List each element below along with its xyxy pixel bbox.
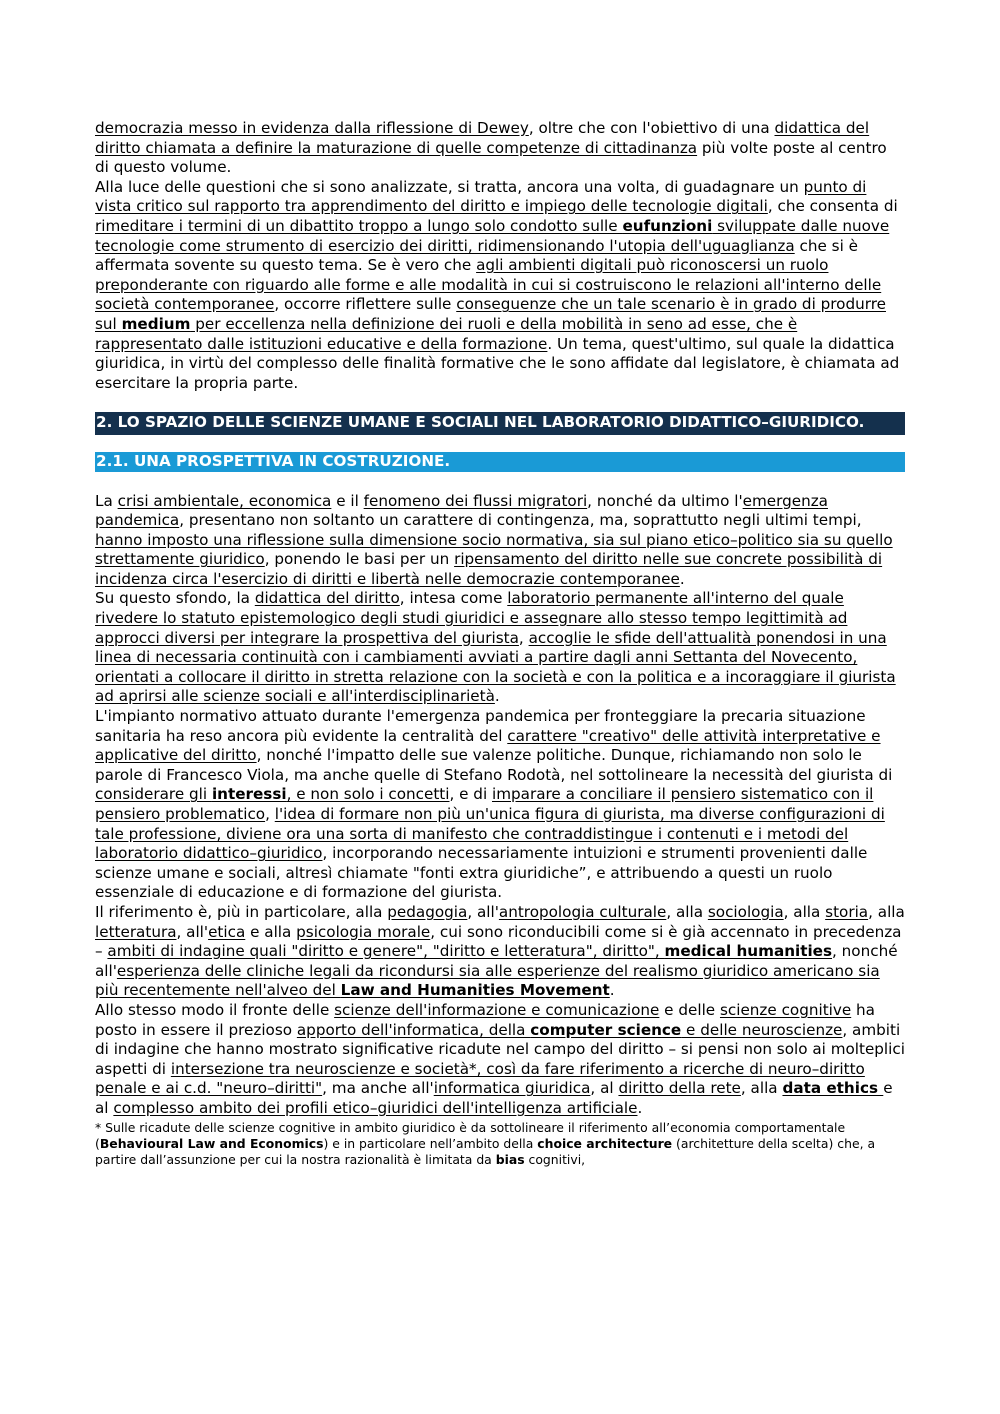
text-run: apporto dell'informatica, della: [296, 1020, 531, 1039]
text-run: accoglie le sfide dell'attualità ponendosi in una linea di necessaria continuità con i cambiamenti avviati a partire dagli anni Settanta del Novecento, orientati a collocare il diritto in stretta relazione con la società e con la politica e a incoraggiare il giurista ad aprirsi alle scienze sociali e all'interdisciplinarietà: [95, 628, 896, 706]
text-run: considerare gli: [95, 785, 212, 804]
text-run: , alla: [666, 902, 708, 921]
text-run: e alla: [245, 922, 297, 941]
text-run: psicologia morale: [296, 922, 431, 941]
text-run: conseguenze che un tale scenario è in grado di produrre sul: [95, 295, 886, 333]
text-run: intersezione tra neuroscienze e società*, così da fare riferimento a ricerche di neuro–diritto penale e ai c.d. "neuro–diritti": [95, 1059, 865, 1098]
text-run: , e non solo i concetti: [286, 785, 450, 804]
text-run: Il riferimento è, più in particolare, alla: [95, 902, 388, 921]
text-run: antropologia culturale: [498, 902, 667, 921]
text-run: , alla: [783, 902, 826, 921]
text-run: crisi ambientale, economica: [117, 491, 332, 510]
text-run: imparare a conciliare il pensiero sistematico con il pensiero problematico: [95, 785, 874, 823]
text-run: , cui sono riconducibili come si è già accennato in precedenza –: [95, 922, 902, 961]
text-run: medical humanities: [664, 942, 833, 961]
text-run: e delle: [659, 1000, 720, 1019]
text-run: , all': [467, 902, 499, 921]
text-run: , occorre riflettere sulle: [274, 295, 457, 314]
text-run: hanno imposto una riflessione sulla dimensione socio normativa, sia sul piano etico–politico sia su quello strettamente giuridico: [95, 530, 893, 569]
text-run: , oltre che con l'obiettivo di una: [528, 119, 775, 137]
text-run: esperienza delle cliniche legali da ricondursi sia alle esperienze del realismo giuridico americano sia più recentemente nell'alveo del: [95, 961, 880, 1000]
text-run: .: [494, 687, 500, 706]
text-run: (architetture della scelta) che, a partire dall’assunzione per cui la nostra razionalità è limitata da: [95, 1135, 876, 1167]
text-run: che si è affermata sovente su questo tema. Se è vero che: [95, 236, 858, 275]
text-run: , intesa come: [399, 589, 508, 608]
text-run: choice architecture: [537, 1135, 673, 1151]
text-run: , ambiti di indagine che hanno mostrato significative ricadute nel campo del diritto – si pensi non solo ai molteplici aspetti di: [95, 1020, 905, 1078]
text-run: .: [679, 569, 685, 588]
text-run: complesso ambito dei profili etico–giuridici dell'intelligenza artificiale: [113, 1098, 638, 1117]
paragraph: [95, 119, 905, 178]
text-run: .: [637, 1098, 643, 1117]
paragraph: [95, 707, 905, 903]
text-run: , al: [590, 1079, 619, 1098]
text-run: ha posto in essere il prezioso: [95, 1000, 875, 1039]
text-run: interessi: [211, 785, 287, 804]
text-run: e al: [95, 1079, 893, 1117]
text-run: , alla: [868, 902, 905, 921]
text-run: didattica del diritto: [254, 589, 400, 608]
text-run: , incorporando necessariamente intuizioni e strumenti provenienti dalle scienze umane e sociali, altresì chiamate "fonti extra giuridiche”, e attribuendo a questi un ruolo essenziale di educazione e di formazione del giurista.: [95, 844, 868, 902]
text-run: per eccellenza nella definizione dei ruoli e della mobilità in seno ad esse, che è rappresentato dalle istituzioni educative e della formazione: [95, 314, 798, 353]
paragraph: [95, 589, 905, 707]
text-run: * Sulle ricadute delle scienze cognitive in ambito giuridico è da sottolineare il riferimento all’economia comportamentale (: [95, 1119, 846, 1151]
text-run: diritto della rete: [618, 1079, 741, 1098]
text-run: Behavioural Law and Economics: [99, 1135, 324, 1151]
text-run: e delle neuroscienze: [681, 1020, 843, 1039]
text-run: , presentano non soltanto un carattere di contingenza, ma, soprattutto negli ultimi tempi,: [179, 511, 862, 530]
text-run: Allo stesso modo il fronte delle: [95, 1000, 335, 1019]
text-run: pedagogia: [387, 902, 468, 921]
subsection-heading: 2.1. UNA PROSPETTIVA IN COSTRUZIONE.: [95, 452, 905, 472]
text-run: fenomeno dei flussi migratori: [363, 491, 588, 510]
text-run: La: [95, 491, 118, 510]
text-run: .: [609, 981, 615, 1000]
text-run: didattica del diritto chiamata a definire la maturazione di quelle competenze di cittadinanza: [95, 119, 870, 157]
text-run: ) e in particolare nell’ambito della: [323, 1135, 538, 1151]
text-run: computer science: [530, 1020, 682, 1039]
text-run: , nonché all': [95, 942, 898, 980]
text-run: , nonché l'impatto delle sue valenze politiche. Dunque, richiamando non solo le parole di Francesco Viola, ma anche quelle di Stefano Rodotà, nel sottolineare la necessità del giurista di: [95, 746, 893, 784]
text-run: , che consenta di: [767, 197, 898, 216]
text-run: sociologia: [707, 902, 784, 921]
paragraph: [95, 178, 905, 394]
text-run: laboratorio permanente all'interno del quale rivedere lo statuto epistemologico degli studi giuridici e assegnare allo stesso tempo legittimità ad approcci diversi per integrare la prospettiva del giurista: [95, 589, 848, 647]
text-run: ,: [518, 628, 529, 647]
paragraph: [95, 492, 905, 590]
text-run: cognitivi,: [524, 1151, 586, 1167]
text-run: medium: [121, 314, 191, 333]
text-run: democrazia messo in evidenza dalla riflessione di Dewey: [95, 119, 529, 137]
footnote: [95, 1120, 905, 1168]
text-run: . Un tema, quest'ultimo, sul quale la didattica giuridica, in virtù del complesso delle finalità formative che le sono affidate dal legislatore, è chiamata ad esercitare la propria parte.: [95, 334, 900, 392]
text-run: Su questo sfondo, la: [95, 589, 255, 608]
text-run: sviluppate dalle nuove tecnologie come strumento di esercizio dei diritti, ridimensionando l'utopia dell'uguaglianza: [95, 216, 890, 255]
text-run: storia: [825, 902, 869, 921]
text-run: l'idea di formare non più un'unica figura di giurista, ma diverse configurazioni di tale professione, diviene ora una sorta di manifesto che contraddistingue i contenuti e i metodi del laboratorio didattico–giuridico: [95, 805, 885, 863]
text-run: letteratura: [95, 922, 177, 941]
text-run: data ethics: [782, 1079, 884, 1098]
text-run: bias: [495, 1151, 525, 1167]
text-run: più volte poste al centro di questo volume.: [95, 138, 887, 177]
text-run: Alla luce delle questioni che si sono analizzate, si tratta, ancora una volta, di guadagnare un: [95, 177, 804, 196]
text-run: L'impianto normativo attuato durante l'emergenza pandemica per fronteggiare la precaria situazione sanitaria ha reso ancora più evidente la centralità del: [95, 707, 866, 745]
spacer: [95, 472, 905, 492]
text-run: punto di vista critico sul rapporto tra apprendimento del diritto e impiego delle tecnologie digitali: [95, 177, 867, 216]
text-run: , e di: [449, 785, 492, 804]
text-run: eufunzioni: [622, 216, 713, 235]
text-run: carattere "creativo" delle attività interpretative e applicative del diritto: [95, 726, 881, 765]
text-run: informatica giuridica: [433, 1079, 591, 1098]
section-heading: 2. LO SPAZIO DELLE SCIENZE UMANE E SOCIALI NEL LABORATORIO DIDATTICO–GIURIDICO.: [95, 412, 905, 435]
text-run: scienze dell'informazione e comunicazione: [334, 1000, 660, 1019]
text-run: , alla: [740, 1079, 783, 1098]
text-run: ambiti di indagine quali "diritto e genere", "diritto e letteratura", diritto",: [107, 942, 665, 961]
page-content: [95, 119, 905, 1168]
text-run: , nonché da ultimo l': [587, 491, 743, 510]
text-run: Law and Humanities Movement: [340, 981, 610, 1000]
text-run: ,: [265, 805, 275, 823]
text-run: e il: [331, 491, 364, 510]
paragraph: [95, 1001, 905, 1119]
text-run: , ma anche all': [322, 1079, 434, 1098]
text-run: ripensamento del diritto nelle sue concrete possibilità di incidenza circa l'esercizio di diritti e libertà nelle democrazie contemporanee: [95, 550, 883, 588]
text-run: , all': [176, 922, 209, 941]
text-run: rimeditare i termini di un dibattito troppo a lungo solo condotto sulle: [95, 216, 623, 235]
paragraph: [95, 903, 905, 1001]
text-run: scienze cognitive: [719, 1000, 852, 1019]
text-run: , ponendo le basi per un: [264, 550, 455, 569]
text-run: emergenza pandemica: [95, 491, 828, 530]
text-run: agli ambienti digitali può riconoscersi un ruolo preponderante con riguardo alle forme e alle modalità in cui si costruiscono le relazioni all'interno delle società contemporanee: [95, 256, 882, 314]
text-run: etica: [208, 922, 246, 941]
